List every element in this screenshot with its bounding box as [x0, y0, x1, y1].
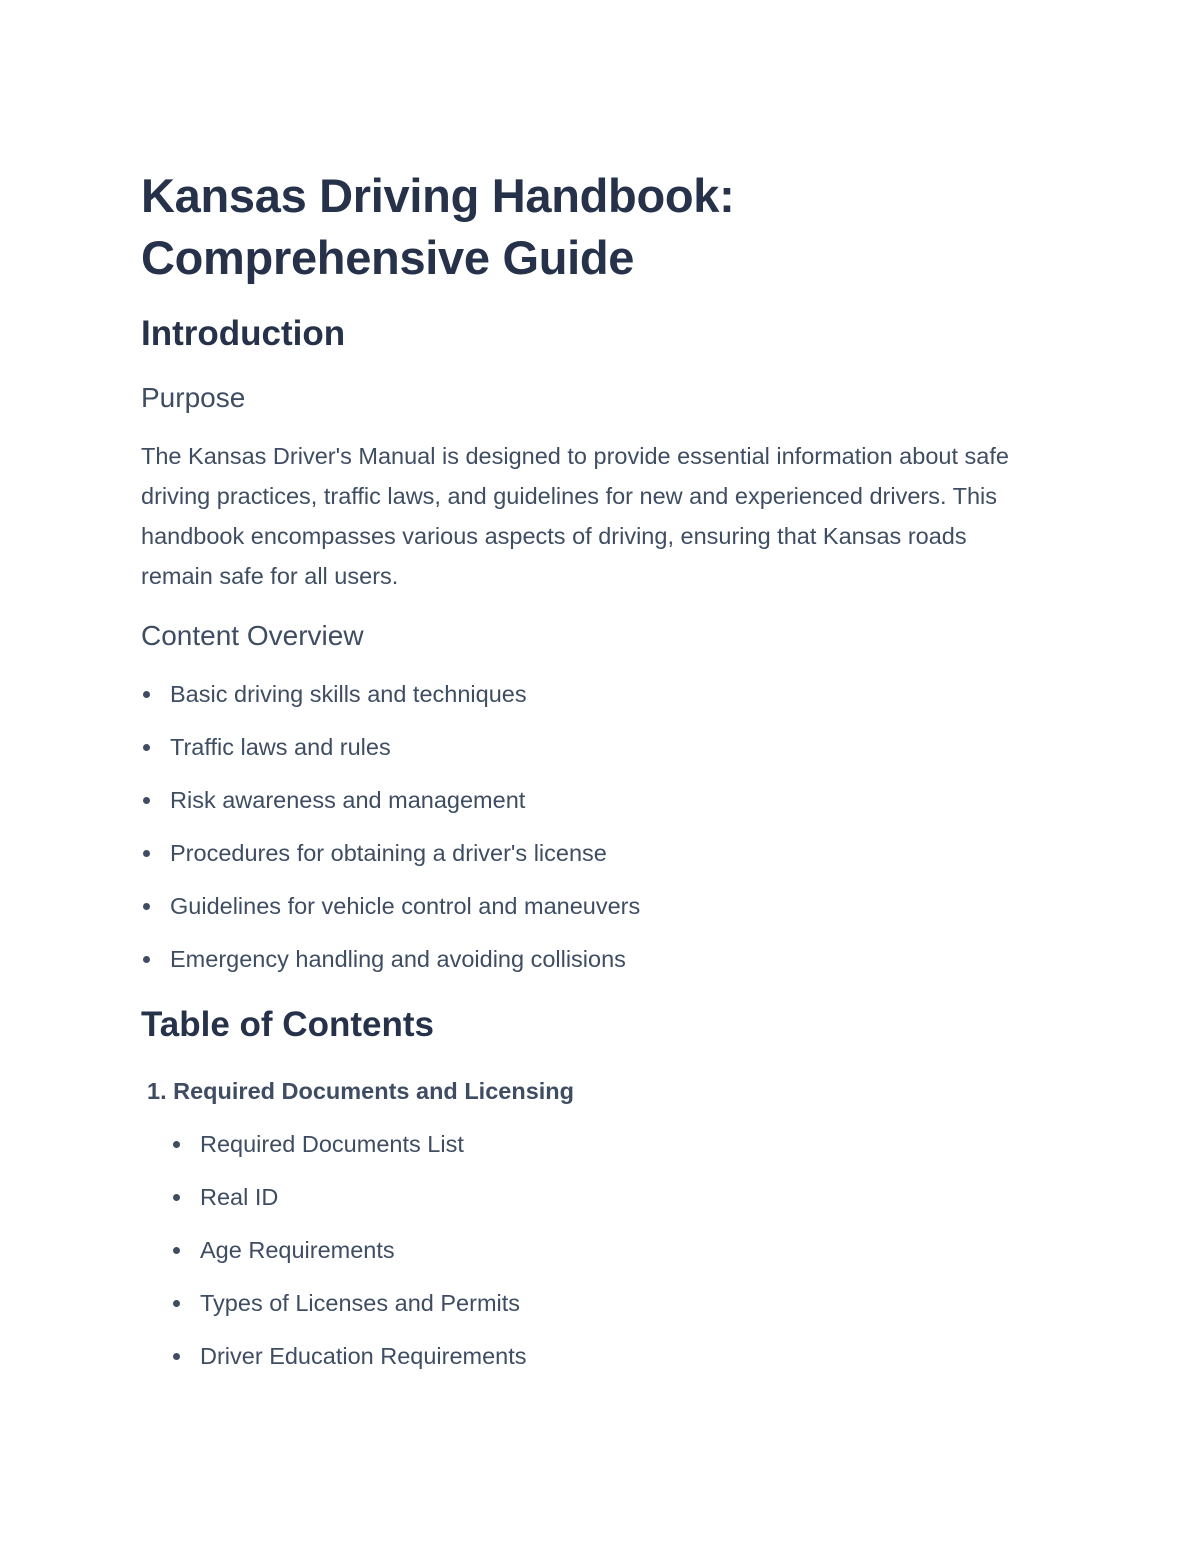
bullet-icon — [143, 903, 150, 910]
list-item — [141, 678, 1041, 710]
list-item-text: Guidelines for vehicle control and maneuvers — [170, 893, 641, 919]
list-item — [141, 943, 1041, 975]
toc-subsection-list — [141, 1128, 1041, 1372]
toc-section-title: Required Documents and Licensing — [173, 1078, 575, 1104]
list-item-text: Basic driving skills and techniques — [170, 681, 527, 707]
bullet-icon — [143, 744, 150, 751]
content-overview-list — [141, 678, 1041, 975]
list-item — [141, 784, 1041, 816]
purpose-heading: Purpose — [141, 382, 246, 413]
toc-subsection-text: Driver Education Requirements — [200, 1343, 527, 1369]
toc-subsection-item — [171, 1234, 1041, 1266]
table-of-contents-heading: Table of Contents — [141, 1005, 434, 1044]
table-of-contents-list — [141, 1075, 1041, 1372]
list-item-text: Procedures for obtaining a driver's license — [170, 840, 607, 866]
toc-subsection-item — [171, 1128, 1041, 1160]
bullet-icon — [173, 1141, 180, 1148]
bullet-icon — [143, 691, 150, 698]
toc-subsection-item — [171, 1181, 1041, 1213]
content-overview-heading: Content Overview — [141, 620, 364, 651]
list-item — [141, 731, 1041, 763]
list-item-text: Traffic laws and rules — [170, 734, 391, 760]
introduction-heading: Introduction — [141, 314, 346, 353]
document-page — [141, 165, 1041, 1372]
list-item — [141, 890, 1041, 922]
toc-subsection-text: Types of Licenses and Permits — [200, 1290, 521, 1316]
list-item-text: Emergency handling and avoiding collisions — [170, 946, 626, 972]
toc-subsection-text: Age Requirements — [200, 1237, 395, 1263]
bullet-icon — [143, 850, 150, 857]
purpose-paragraph: The Kansas Driver's Manual is designed to provide essential information about safe driving practices, traffic laws, and guidelines for new and experienced drivers. This handbook encompasses various aspects of driving, ensuring that Kansas roads remain safe for all users. — [141, 443, 1009, 589]
toc-subsection-item — [171, 1287, 1041, 1319]
page-title: Kansas Driving Handbook: Comprehensive Guide — [141, 169, 735, 284]
bullet-icon — [143, 956, 150, 963]
list-item-text: Risk awareness and management — [170, 787, 526, 813]
toc-subsection-text: Real ID — [200, 1184, 279, 1210]
bullet-icon — [173, 1300, 180, 1307]
toc-subsection-item — [171, 1340, 1041, 1372]
bullet-icon — [173, 1353, 180, 1360]
toc-section-number: 1. — [147, 1078, 167, 1104]
bullet-icon — [143, 797, 150, 804]
toc-section — [141, 1075, 1041, 1372]
toc-subsection-text: Required Documents List — [200, 1131, 464, 1157]
bullet-icon — [173, 1247, 180, 1254]
bullet-icon — [173, 1194, 180, 1201]
list-item — [141, 837, 1041, 869]
